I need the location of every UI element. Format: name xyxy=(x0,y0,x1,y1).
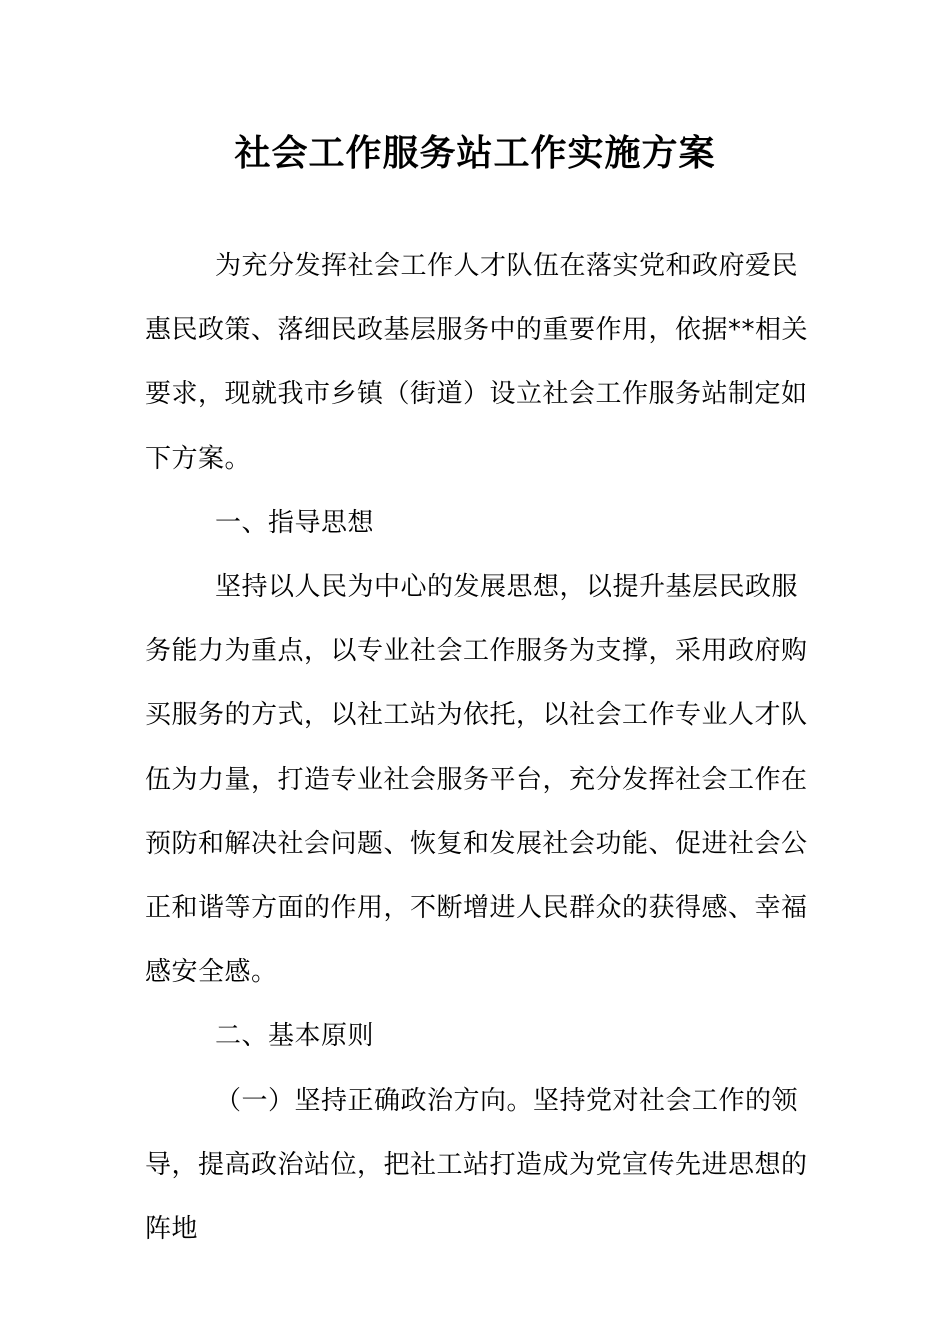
section-heading-guiding-ideology: 一、指导思想 xyxy=(215,507,375,538)
paragraph-guiding-ideology: 坚持以人民为中心的发展思想，以提升基层民政服务能力为重点，以专业社会工作服务为支撑，采用政府购买服务的方式，以社工站为依托，以社会工作专业人才队伍为力量，打造专业社会服务平台，充分发挥社会工作在预防和解决社会问题、恢复和发展社会功能、促进社会公正和谐等方面的作用，不断增进人民群众的获得感、幸福感安全感。 xyxy=(145,572,808,988)
paragraph-intro: 为充分发挥社会工作人才队伍在落实党和政府爱民惠民政策、落细民政基层服务中的重要作用，依据**相关要求，现就我市乡镇（街道）设立社会工作服务站制定如下方案。 xyxy=(145,251,809,474)
document-title: 社会工作服务站工作实施方案 xyxy=(234,132,716,174)
paragraph-principle-one: （一）坚持正确政治方向。坚持党对社会工作的领导，提高政治站位，把社工站打造成为党宣传先进思想的阵地 xyxy=(145,1085,808,1245)
section-heading-basic-principles: 二、基本原则 xyxy=(215,1021,375,1052)
document-body xyxy=(145,234,810,1261)
